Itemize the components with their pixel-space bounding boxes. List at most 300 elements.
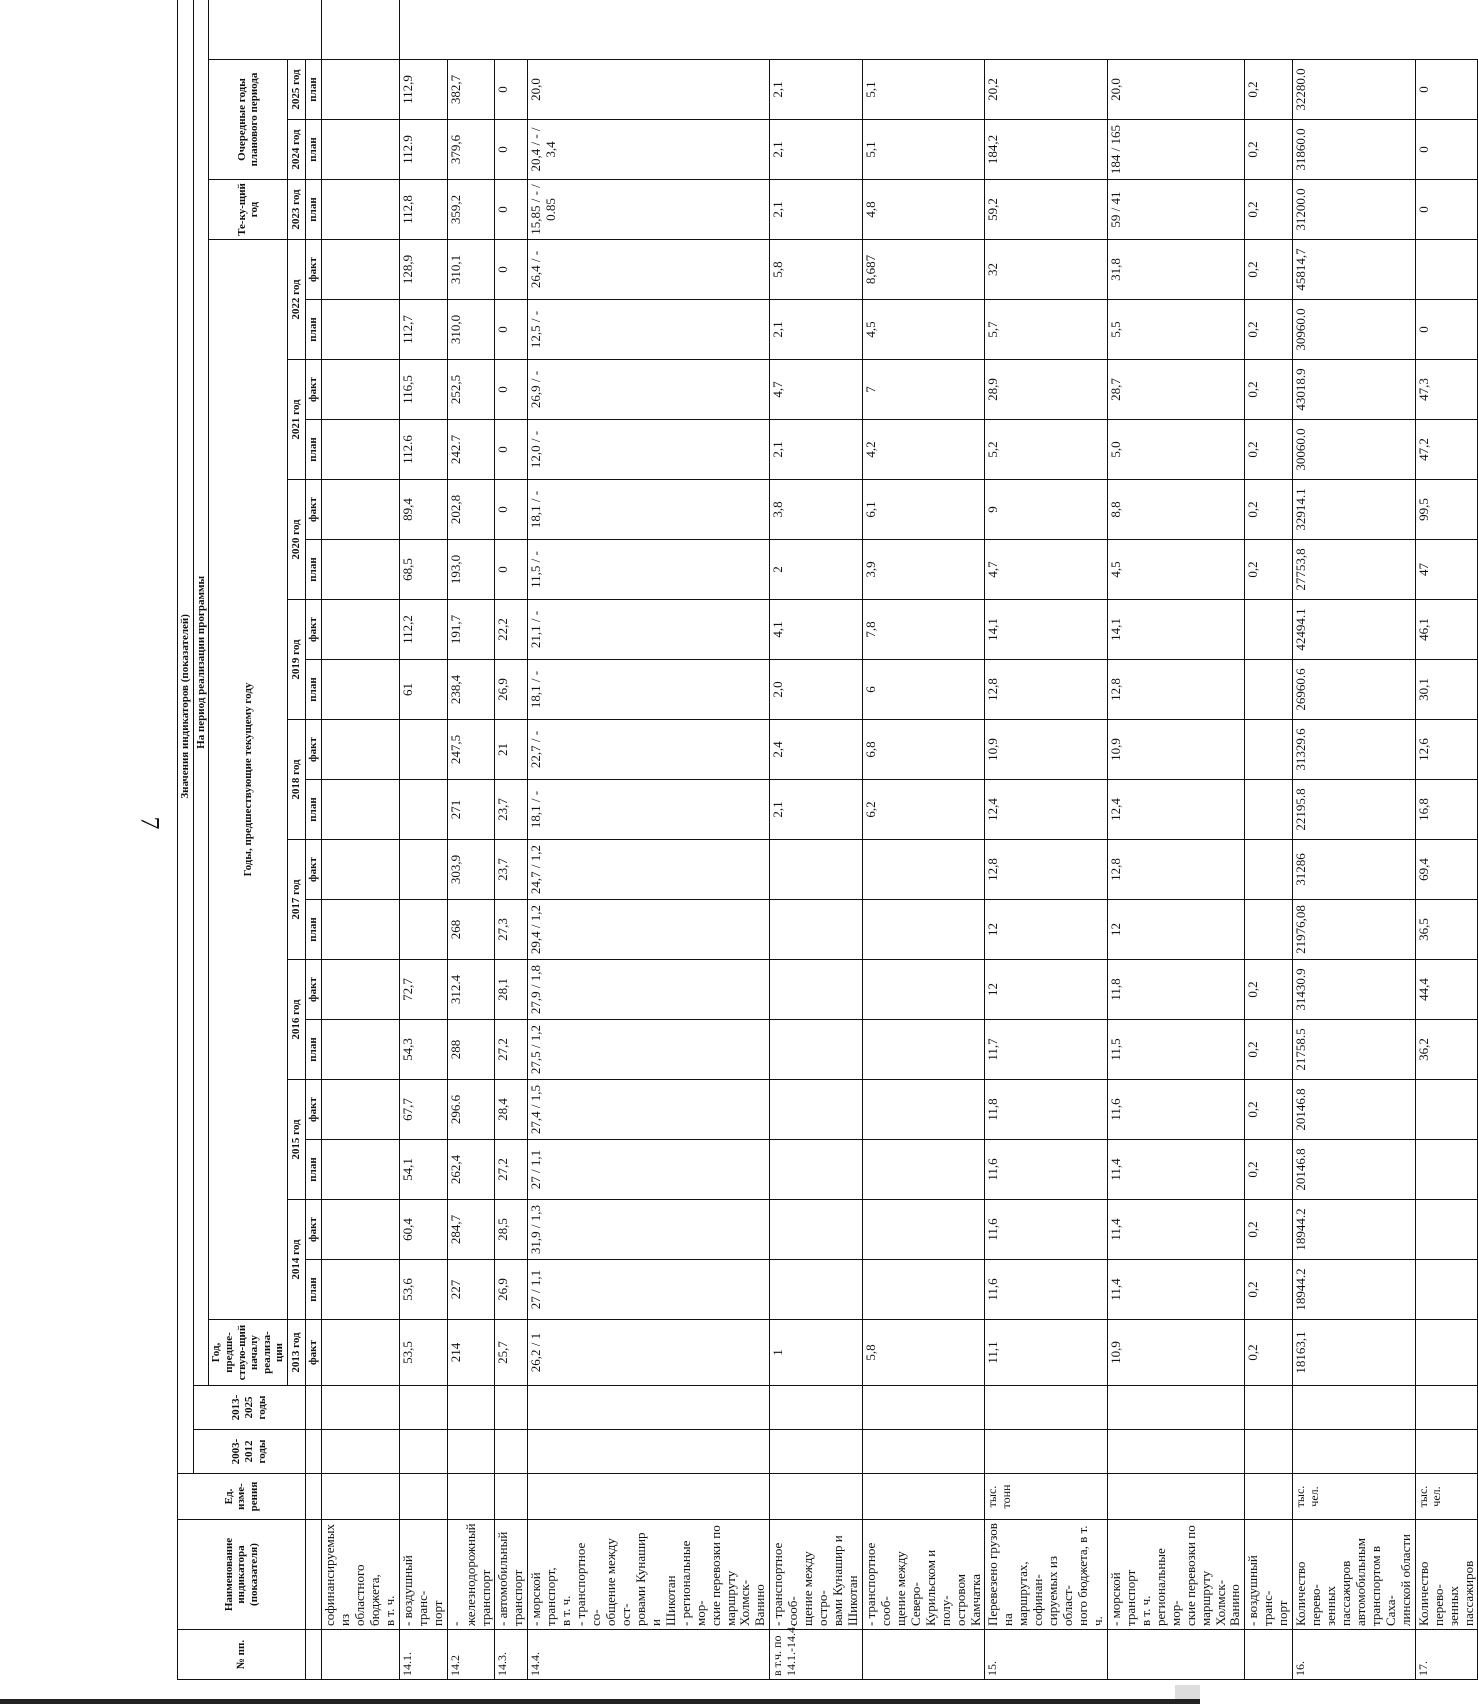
indicator-name <box>985 1520 1108 1630</box>
table-row <box>862 0 985 1680</box>
indicators-group-header: Значения индикаторов (показателей) <box>178 0 194 1474</box>
value-cell: 0,2 <box>1245 360 1293 420</box>
value-cell: 26,9 / - <box>528 360 770 420</box>
value-cell-2013-fact: 10,9 <box>1107 1320 1244 1386</box>
value-cell: 44,4 <box>1415 960 1478 1020</box>
value-cell: 0,2 <box>1245 1140 1293 1200</box>
table-row <box>985 0 1108 1680</box>
value-cell <box>322 360 400 420</box>
value-cell: 4,1 <box>770 600 863 660</box>
plan-label: план <box>306 540 322 600</box>
indicator-name-line: маршруту Холмск- <box>1197 1570 1228 1626</box>
value-cell: 11,6 <box>985 1200 1108 1260</box>
unit-cell <box>1245 1474 1293 1520</box>
row-number: 16. <box>1293 1630 1416 1680</box>
year-2017-header: 2017 год <box>288 840 306 960</box>
value-cell: 382,7 <box>447 60 495 120</box>
page-number: 7 <box>135 816 165 830</box>
value-cell: 22,2 <box>495 600 528 660</box>
value-cell: 28,4 <box>495 1080 528 1140</box>
empty-cell <box>1415 1386 1478 1430</box>
value-cell <box>399 780 447 840</box>
value-cell: 5,5 <box>1107 300 1244 360</box>
value-cell: 28,7 <box>1107 360 1244 420</box>
row-number <box>1107 1630 1244 1680</box>
indicator-name-line: маршруту Холмск- <box>722 1570 753 1626</box>
value-cell: 11,5 / - <box>528 540 770 600</box>
value-cell: 12,8 <box>985 840 1108 900</box>
value-cell <box>1245 720 1293 780</box>
value-cell: 28,5 <box>495 1200 528 1260</box>
value-cell: 10,9 <box>985 720 1108 780</box>
value-cell <box>322 660 400 720</box>
indicator-name <box>1107 1520 1244 1630</box>
value-cell: 53,6 <box>399 1260 447 1320</box>
value-cell <box>399 720 447 780</box>
indicator-name-line: Шикотан <box>662 1575 678 1626</box>
value-cell: 32280.0 <box>1293 60 1416 120</box>
value-cell: 0,2 <box>1245 1260 1293 1320</box>
table-row <box>1245 0 1293 1680</box>
value-cell: 69,4 <box>1415 840 1478 900</box>
value-cell <box>862 1020 985 1080</box>
value-cell <box>322 1260 400 1320</box>
fact-label: факт <box>306 480 322 540</box>
value-cell: 20,2 <box>985 60 1108 120</box>
row-number: 14.1. <box>399 1630 447 1680</box>
value-cell: 29,4 / 1,2 <box>528 900 770 960</box>
indicator-name <box>447 1520 495 1630</box>
value-cell <box>322 180 400 240</box>
value-cell: 310,0 <box>447 300 495 360</box>
value-cell: 284,7 <box>447 1200 495 1260</box>
year-2019-header: 2019 год <box>288 600 306 720</box>
value-cell: 0 <box>495 60 528 120</box>
row-number: в т.ч. по 14.1.-14.4. <box>770 1630 863 1680</box>
value-cell <box>322 480 400 540</box>
value-cell: 11,6 <box>985 1260 1108 1320</box>
value-cell: 5,1 <box>862 60 985 120</box>
value-cell-2013-fact: 53,5 <box>399 1320 447 1386</box>
indicator-name-line: транспорт <box>510 1569 526 1626</box>
plan-label: план <box>306 1260 322 1320</box>
value-cell <box>1415 1080 1478 1140</box>
value-cell: 30,1 <box>1415 660 1478 720</box>
value-cell: 67,7 <box>399 1080 447 1140</box>
value-cell: 112,8 <box>399 180 447 240</box>
value-cell-2013-fact: 1 <box>770 1320 863 1386</box>
value-cell <box>322 420 400 480</box>
value-cell: 16,8 <box>1415 780 1478 840</box>
empty-cell <box>770 1386 863 1430</box>
indicator-name <box>1293 1520 1416 1630</box>
scan-edge <box>0 1699 1200 1704</box>
fact-label: факт <box>306 720 322 780</box>
value-cell: 3,9 <box>862 540 985 600</box>
value-cell: 0,2 <box>1245 120 1293 180</box>
value-cell: 11,7 <box>985 1020 1108 1080</box>
empty-cell <box>985 1386 1108 1430</box>
indicator-name-line: - морской транспорт, <box>528 1567 559 1626</box>
row-number: 14.4. <box>528 1630 770 1680</box>
indicator-name-line: щение между остро- <box>800 1551 831 1626</box>
indicator-name <box>862 1520 985 1630</box>
value-cell <box>770 840 863 900</box>
indicator-name <box>1245 1520 1293 1630</box>
value-cell: 6 <box>862 660 985 720</box>
value-cell: 0 <box>495 360 528 420</box>
value-cell: 5,1 <box>862 120 985 180</box>
value-cell-2013-fact: 25,7 <box>495 1320 528 1386</box>
value-cell: 30960.0 <box>1293 300 1416 360</box>
value-cell <box>862 1140 985 1200</box>
value-cell: 112,9 <box>399 60 447 120</box>
value-cell: 11,4 <box>1107 1200 1244 1260</box>
empty-cell <box>862 1386 985 1430</box>
value-cell: 21758.5 <box>1293 1020 1416 1080</box>
value-cell: 2,1 <box>770 60 863 120</box>
indicator-name-line: транспортом в Саха- <box>1367 1546 1398 1626</box>
value-cell: 0,2 <box>1245 480 1293 540</box>
value-cell: 238,4 <box>447 660 495 720</box>
col-name-header: Наименование индикатора (показателя) <box>178 1520 306 1630</box>
value-cell: 359,2 <box>447 180 495 240</box>
value-cell: 0 <box>1415 180 1478 240</box>
value-cell: 54,3 <box>399 1020 447 1080</box>
value-cell: 22,7 / - <box>528 720 770 780</box>
rotated-table-container <box>177 20 1476 1680</box>
indicator-name-line: ровами Кунашир и <box>632 1532 663 1626</box>
value-cell-2013-fact: 5,8 <box>862 1320 985 1386</box>
value-cell: 18944.2 <box>1293 1260 1416 1320</box>
value-cell: 30060.0 <box>1293 420 1416 480</box>
empty-cell <box>447 1386 495 1430</box>
empty-cell <box>322 1386 400 1430</box>
unit-cell <box>862 1474 985 1520</box>
empty-cell <box>495 1430 528 1474</box>
empty-cell <box>1107 1386 1244 1430</box>
value-cell: 193,0 <box>447 540 495 600</box>
plan-label: план <box>306 60 322 120</box>
value-cell: 26,9 <box>495 1260 528 1320</box>
value-cell: 0,2 <box>1245 60 1293 120</box>
value-cell-2013-fact <box>1415 1320 1478 1386</box>
indicator-name-line: Ванино <box>752 1584 768 1626</box>
value-cell: 32 <box>985 240 1108 300</box>
value-cell: 8,8 <box>1107 480 1244 540</box>
empty-cell <box>528 1430 770 1474</box>
value-cell: 0 <box>495 480 528 540</box>
indicator-name-line: - воздушный транс- <box>399 1555 430 1626</box>
value-cell: 20,0 <box>528 60 770 120</box>
table-row <box>399 0 447 1680</box>
indicator-name-line: Ванино <box>1227 1584 1243 1626</box>
value-cell: 112,2 <box>399 600 447 660</box>
indicator-name-line: порт <box>1275 1600 1291 1626</box>
value-cell: 27,9 / 1,8 <box>528 960 770 1020</box>
value-cell: 12 <box>1107 900 1244 960</box>
value-cell: 6,8 <box>862 720 985 780</box>
unit-cell <box>399 1474 447 1520</box>
value-cell: 2,1 <box>770 120 863 180</box>
value-cell: 0 <box>1415 60 1478 120</box>
indicator-name-line: - автомобильный <box>495 1531 511 1626</box>
value-cell: 0,2 <box>1245 1080 1293 1140</box>
value-cell: 2,1 <box>770 180 863 240</box>
year-2015-header: 2015 год <box>288 1080 306 1200</box>
value-cell-2013-fact: 0,2 <box>1245 1320 1293 1386</box>
value-cell: 0 <box>495 120 528 180</box>
value-cell: 11,4 <box>1107 1140 1244 1200</box>
value-cell <box>322 840 400 900</box>
year-2021-header: 2021 год <box>288 360 306 480</box>
value-cell: 10,9 <box>1107 720 1244 780</box>
indicator-name-line: - транспортное сооб- <box>862 1542 893 1626</box>
indicator-name-line: областного бюджета, <box>352 1564 382 1626</box>
value-cell-2013-fact: 26,2 / 1 <box>528 1320 770 1386</box>
plan-label: план <box>306 900 322 960</box>
value-cell: 0 <box>1415 120 1478 180</box>
value-cell: 0,2 <box>1245 540 1293 600</box>
value-cell: 4,5 <box>862 300 985 360</box>
value-cell: 310,1 <box>447 240 495 300</box>
plan-label: план <box>306 180 322 240</box>
value-cell <box>770 1260 863 1320</box>
value-cell: 12,6 <box>1415 720 1478 780</box>
value-cell <box>1245 600 1293 660</box>
empty-cell <box>399 1430 447 1474</box>
table-row <box>1107 0 1244 1680</box>
plan-label: план <box>306 1020 322 1080</box>
value-cell: 23,7 <box>495 840 528 900</box>
indicator-name-line: зенных пассажиров <box>1445 1560 1476 1626</box>
value-cell: 112.9 <box>399 120 447 180</box>
year-2016-header: 2016 год <box>288 960 306 1080</box>
value-cell: 191,7 <box>447 600 495 660</box>
value-cell <box>770 900 863 960</box>
value-cell: 116,5 <box>399 360 447 420</box>
empty-cell <box>399 1386 447 1430</box>
value-cell <box>399 900 447 960</box>
table-row <box>447 0 495 1680</box>
empty-cell <box>495 1386 528 1430</box>
value-cell: 12 <box>985 960 1108 1020</box>
value-cell: 47,2 <box>1415 420 1478 480</box>
year-2023-header: 2023 год <box>288 180 306 240</box>
value-cell: 27 / 1,1 <box>528 1260 770 1320</box>
value-cell: 12 <box>985 900 1108 960</box>
value-cell: 7,8 <box>862 600 985 660</box>
indicator-name <box>399 1520 447 1630</box>
empty-cell <box>528 1386 770 1430</box>
value-cell <box>322 1140 400 1200</box>
row-number: 17. <box>1415 1630 1478 1680</box>
value-cell: 26,9 <box>495 660 528 720</box>
value-cell: 312.4 <box>447 960 495 1020</box>
row-number <box>1245 1630 1293 1680</box>
value-cell <box>322 1080 400 1140</box>
col-2003-2012-header: 2003-2012 годы <box>193 1430 305 1474</box>
table-body <box>322 0 1478 1680</box>
value-cell: 288 <box>447 1020 495 1080</box>
value-cell: 11,6 <box>1107 1080 1244 1140</box>
table-row <box>1415 0 1478 1680</box>
value-cell: 252,5 <box>447 360 495 420</box>
value-cell: 11,6 <box>985 1140 1108 1200</box>
year-2022-header: 2022 год <box>288 240 306 360</box>
value-cell <box>322 600 400 660</box>
value-cell: 242.7 <box>447 420 495 480</box>
value-cell: 22195.8 <box>1293 780 1416 840</box>
value-cell <box>770 1080 863 1140</box>
value-cell: 0 <box>495 300 528 360</box>
empty-cell <box>1245 1386 1293 1430</box>
value-cell: 31200.0 <box>1293 180 1416 240</box>
value-cell <box>322 1200 400 1260</box>
value-cell: 0 <box>495 420 528 480</box>
value-cell: 68,5 <box>399 540 447 600</box>
value-cell: 0 <box>1415 300 1478 360</box>
value-cell: 0 <box>495 240 528 300</box>
value-cell: 31329.6 <box>1293 720 1416 780</box>
plan-label: план <box>306 1140 322 1200</box>
value-cell: 21,1 / - <box>528 600 770 660</box>
prev-start-header: Год, предше-ствую-щий началу реализа-ции <box>209 1320 288 1386</box>
value-cell: 296.6 <box>447 1080 495 1140</box>
value-cell: 184,2 <box>985 120 1108 180</box>
value-cell: 21976,08 <box>1293 900 1416 960</box>
row-number: 14.2 <box>447 1630 495 1680</box>
value-cell: 247,5 <box>447 720 495 780</box>
value-cell: 42494.1 <box>1293 600 1416 660</box>
indicator-name <box>495 1520 528 1630</box>
value-cell <box>322 240 400 300</box>
year-2025-header: 2025 год <box>288 60 306 120</box>
value-cell: 14,1 <box>985 600 1108 660</box>
indicator-name-line: зенных пассажиров <box>1323 1560 1353 1626</box>
value-cell: 99,5 <box>1415 480 1478 540</box>
value-cell: 61 <box>399 660 447 720</box>
value-cell: 27753,8 <box>1293 540 1416 600</box>
indicator-name-line: Перевезено грузов на <box>985 1523 1016 1626</box>
value-cell: 3,8 <box>770 480 863 540</box>
value-cell: 11,8 <box>985 1080 1108 1140</box>
value-cell: 47,3 <box>1415 360 1478 420</box>
year-2018-header: 2018 год <box>288 720 306 840</box>
previous-years-header: Годы, предшествующие текущему году <box>209 240 288 1320</box>
value-cell: 18,1 / - <box>528 780 770 840</box>
value-cell: 379,6 <box>447 120 495 180</box>
value-cell: 43018.9 <box>1293 360 1416 420</box>
value-cell: 54,1 <box>399 1140 447 1200</box>
value-cell: 2 <box>770 540 863 600</box>
value-cell-2013-fact: 18163,1 <box>1293 1320 1416 1386</box>
value-cell: 28,9 <box>985 360 1108 420</box>
indicator-name-line: линской области <box>1397 1534 1413 1626</box>
fact-label: факт <box>306 360 322 420</box>
table-row <box>1293 0 1416 1680</box>
col-no-header: № пп. <box>178 1630 306 1680</box>
value-cell: 0,2 <box>1245 1200 1293 1260</box>
value-cell: 6,2 <box>862 780 985 840</box>
value-cell <box>862 1080 985 1140</box>
indicator-name-line: в т. ч. <box>1137 1595 1153 1626</box>
indicator-name-line: ские перевозки по <box>1182 1525 1198 1626</box>
value-cell: 46,1 <box>1415 600 1478 660</box>
value-cell: 24,7 / 1,2 <box>528 840 770 900</box>
value-cell: 5,2 <box>985 420 1108 480</box>
value-cell: 5,0 <box>1107 420 1244 480</box>
value-cell <box>770 1200 863 1260</box>
indicator-name-line: маршрутах, софинан- <box>1015 1561 1046 1626</box>
value-cell: 0,2 <box>1245 180 1293 240</box>
value-cell: 26960.6 <box>1293 660 1416 720</box>
indicator-name <box>322 1520 400 1630</box>
value-cell <box>1415 1200 1478 1260</box>
indicator-name-line: региональные мор- <box>1152 1548 1183 1626</box>
row-number: 14.3. <box>495 1630 528 1680</box>
fact-label: факт <box>306 1320 322 1386</box>
value-cell: 7 <box>862 360 985 420</box>
value-cell: 21 <box>495 720 528 780</box>
unit-cell <box>528 1474 770 1520</box>
indicator-name-line: в т. ч. <box>558 1595 574 1626</box>
value-cell: 27,2 <box>495 1140 528 1200</box>
program-period-header: На период реализации программы <box>193 0 209 1386</box>
fact-label: факт <box>306 960 322 1020</box>
indicator-name-line: - транспортное сооб- <box>770 1542 801 1626</box>
indicator-name-line: порт <box>429 1600 445 1626</box>
value-cell: 36,2 <box>1415 1020 1478 1080</box>
indicator-name-line: щение между Северо- <box>892 1551 923 1626</box>
value-cell <box>322 780 400 840</box>
value-cell <box>862 840 985 900</box>
row-number: 15. <box>985 1630 1108 1680</box>
value-cell: 4,7 <box>770 360 863 420</box>
value-cell: 271 <box>447 780 495 840</box>
value-cell: 45814,7 <box>1293 240 1416 300</box>
value-cell: 4,8 <box>862 180 985 240</box>
fact-label: факт <box>306 1200 322 1260</box>
value-cell: 128,9 <box>399 240 447 300</box>
value-cell: 5,7 <box>985 300 1108 360</box>
value-cell <box>1245 660 1293 720</box>
plan-label: план <box>306 780 322 840</box>
unit-cell: тыс. чел. <box>1293 1474 1416 1520</box>
value-cell: 12,8 <box>985 660 1108 720</box>
value-cell: 26,4 / - <box>528 240 770 300</box>
value-cell <box>1415 1260 1478 1320</box>
value-cell: 0,2 <box>1245 1020 1293 1080</box>
empty-cell <box>1293 1386 1416 1430</box>
fact-label: факт <box>306 1080 322 1140</box>
empty-cell <box>1415 1430 1478 1474</box>
unit-cell: тыс. чел. <box>1415 1474 1478 1520</box>
value-cell: 4,7 <box>985 540 1108 600</box>
value-cell <box>1415 240 1478 300</box>
empty-cell <box>447 1430 495 1474</box>
indicator-name <box>770 1520 863 1630</box>
value-cell: 20146.8 <box>1293 1080 1416 1140</box>
plan-label: план <box>306 300 322 360</box>
value-cell <box>322 900 400 960</box>
value-cell <box>1415 1140 1478 1200</box>
value-cell: 28,1 <box>495 960 528 1020</box>
value-cell: 0,2 <box>1245 240 1293 300</box>
empty-cell <box>1293 1430 1416 1474</box>
year-2024-header: 2024 год <box>288 120 306 180</box>
value-cell <box>322 1020 400 1080</box>
